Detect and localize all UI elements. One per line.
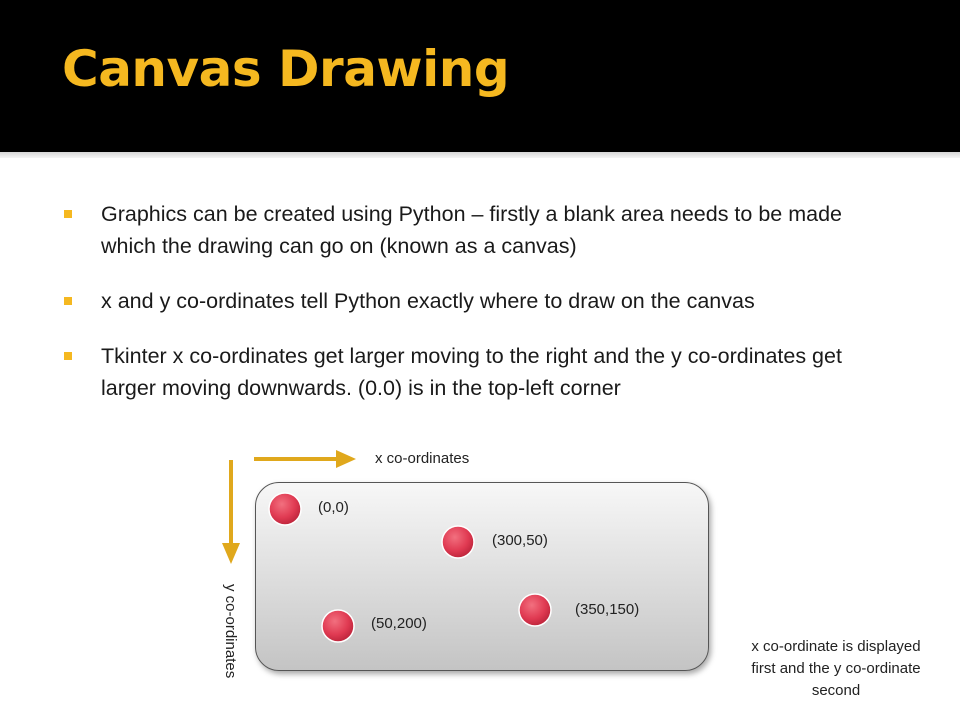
point-marker xyxy=(519,594,551,626)
bullet-text: x and y co-ordinates tell Python exactly where to draw on the canvas xyxy=(101,289,755,313)
bullet-text: Graphics can be created using Python – firstly a blank area needs to be made which the drawing can go on (known as a canvas) xyxy=(101,202,842,258)
slide-title: Canvas Drawing xyxy=(62,40,510,98)
point-label: (50,200) xyxy=(371,615,427,632)
point-label: (350,150) xyxy=(575,601,640,618)
point-marker xyxy=(442,526,474,558)
x-axis-arrow-icon xyxy=(254,450,356,468)
bullet-text: Tkinter x co-ordinates get larger moving to the right and the y co-ordinates get larger moving downwards. (0.0) is in the top-left corner xyxy=(101,344,842,400)
x-axis-label: x co-ordinates xyxy=(375,450,470,467)
point-label: (0,0) xyxy=(318,499,349,516)
y-axis-label: y co-ordinates xyxy=(222,584,239,679)
coordinate-order-note: x co-ordinate is displayed first and the y co-ordinate second xyxy=(751,638,921,699)
point-marker xyxy=(322,610,354,642)
y-axis-arrow-icon xyxy=(222,460,240,564)
point-label: (300,50) xyxy=(492,532,548,549)
point-marker xyxy=(269,493,301,525)
